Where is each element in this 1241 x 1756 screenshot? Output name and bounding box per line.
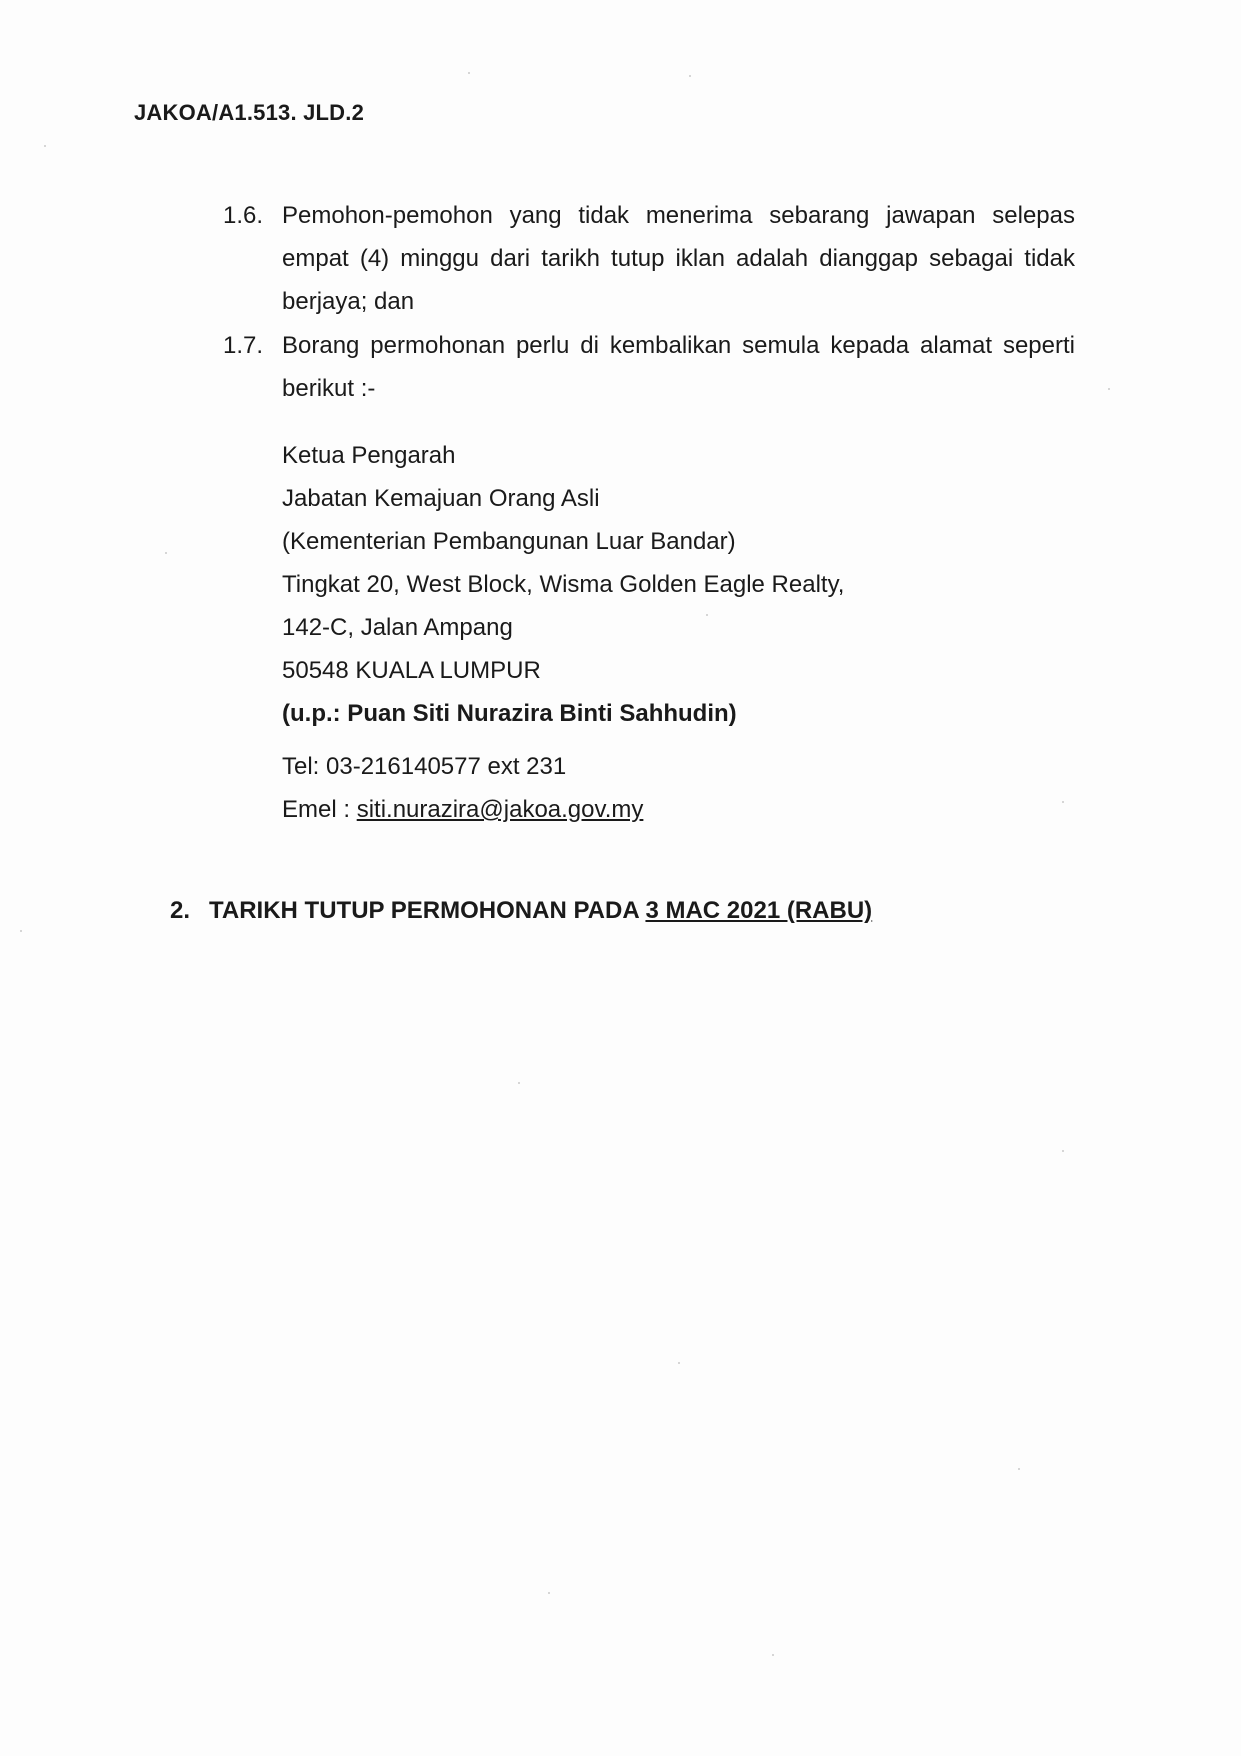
list-item-1-6: [223, 194, 1075, 323]
attention-line: (u.p.: Puan Siti Nurazira Binti Sahhudin): [282, 700, 737, 727]
address-line: 50548 KUALA LUMPUR: [282, 657, 541, 684]
item-text: Pemohon-pemohon yang tidak menerima sebarang jawapan selepas empat (4) minggu dari tarikh tutup iklan adalah dianggap sebagai tidak berjaya; dan: [282, 202, 1075, 315]
closing-date: 3 MAC 2021 (RABU): [645, 897, 873, 924]
email-line: [282, 788, 643, 831]
item-text: Borang permohonan perlu di kembalikan semula kepada alamat seperti berikut :-: [282, 332, 1075, 402]
scan-speck: [678, 1362, 680, 1364]
scan-speck: [689, 75, 691, 77]
scan-speck: [20, 930, 22, 932]
list-item-1-7: [223, 324, 1075, 410]
address-line: 142-C, Jalan Ampang: [282, 614, 513, 641]
item-number: 1.7.: [223, 332, 264, 359]
address-line: (Kementerian Pembangunan Luar Bandar): [282, 528, 736, 555]
reference-number: JAKOA/A1.513. JLD.2: [134, 100, 364, 125]
scan-speck: [1062, 801, 1064, 803]
item-number: 1.6.: [223, 202, 264, 229]
address-line: Ketua Pengarah: [282, 442, 456, 469]
contact-details: [282, 745, 643, 831]
address-line: Tingkat 20, West Block, Wisma Golden Eagle Realty,: [282, 571, 845, 598]
scan-speck: [44, 145, 46, 147]
scan-speck: [518, 1082, 520, 1084]
address-line: Jabatan Kemajuan Orang Asli: [282, 485, 600, 512]
telephone: Tel: 03-216140577 ext 231: [282, 753, 567, 780]
scan-speck: [468, 72, 470, 74]
closing-text: TARIKH TUTUP PERMOHONAN PADA: [209, 897, 646, 924]
scan-speck: [548, 1592, 550, 1594]
scan-speck: [165, 552, 167, 554]
scan-speck: [706, 614, 708, 616]
scan-speck: [1062, 1150, 1064, 1152]
scan-speck: [772, 1654, 774, 1656]
email-label: Emel :: [282, 796, 357, 823]
email-link[interactable]: siti.nurazira@jakoa.gov.my: [356, 796, 644, 823]
mailing-address: [282, 434, 844, 735]
scan-speck: [1108, 388, 1110, 390]
closing-date-notice: [170, 897, 872, 925]
scan-speck: [1018, 1468, 1020, 1470]
section-number: 2.: [170, 897, 191, 924]
